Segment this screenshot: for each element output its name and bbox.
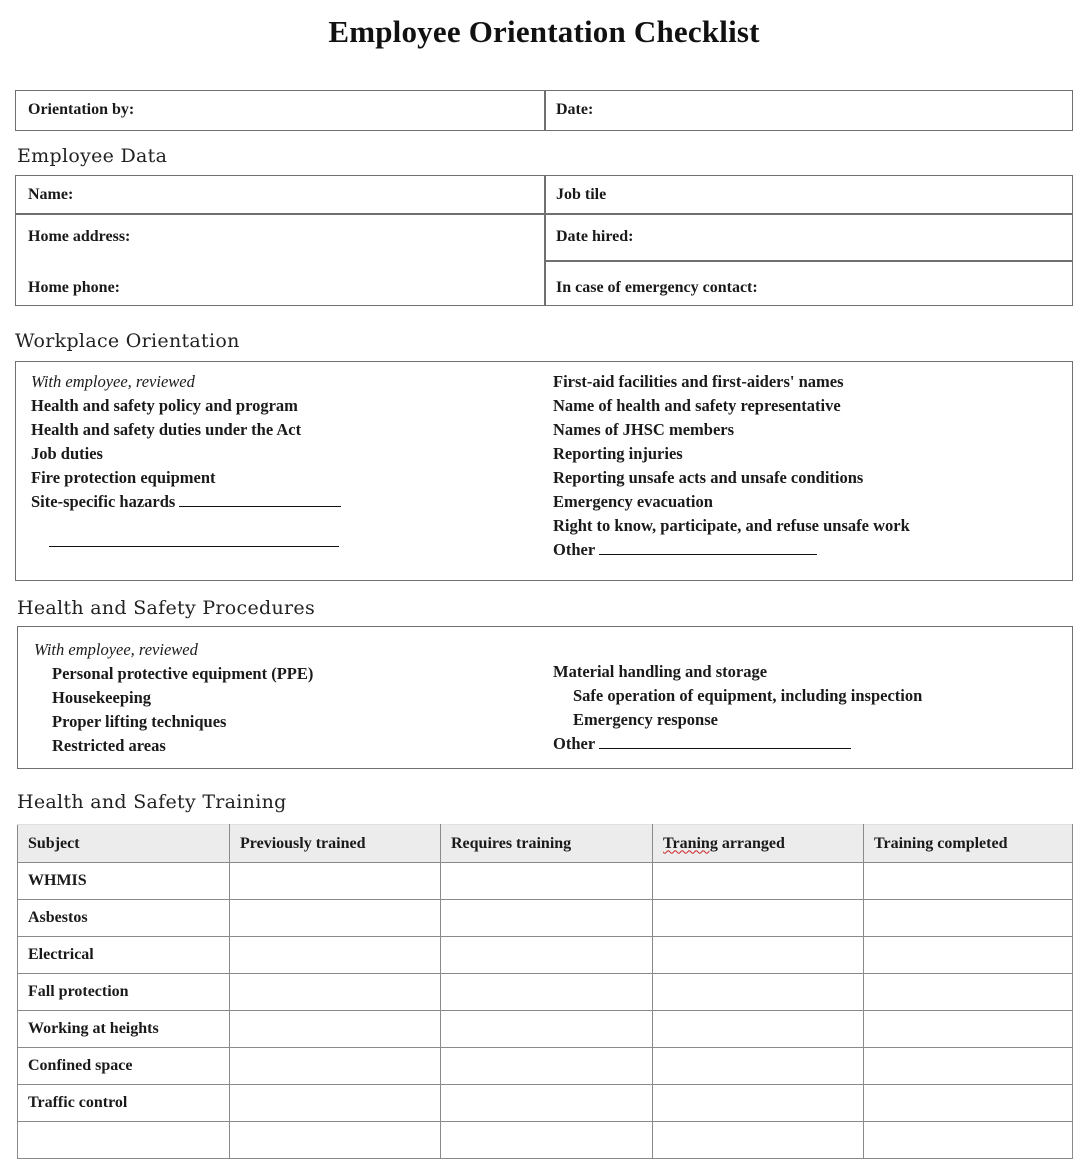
name-label: Name:: [28, 186, 74, 203]
checklist-item[interactable]: Material handling and storage: [553, 662, 768, 681]
training-completed-cell[interactable]: [864, 937, 1073, 974]
table-row: [18, 974, 1073, 1011]
home-address-label: Home address:: [28, 228, 131, 245]
checklist-item[interactable]: First-aid facilities and first-aiders' names: [553, 372, 844, 391]
previously-trained-cell[interactable]: [230, 1011, 441, 1048]
home-phone-field[interactable]: [28, 279, 120, 297]
table-row: [18, 900, 1073, 937]
workplace-orientation-left-list: [31, 370, 341, 514]
column-header-requires-training: Requires training: [441, 825, 653, 863]
job-title-label: Job tile: [556, 186, 607, 203]
requires-training-cell[interactable]: [441, 1011, 653, 1048]
column-header-training-completed: Training completed: [864, 825, 1073, 863]
table-row: [18, 1048, 1073, 1085]
table-header-row: [18, 825, 1073, 863]
misspelled-word: Traning: [663, 834, 718, 852]
procedures-right-list: [553, 660, 922, 756]
previously-trained-cell[interactable]: [230, 937, 441, 974]
training-completed-cell[interactable]: [864, 900, 1073, 937]
checklist-item[interactable]: Health and safety duties under the Act: [31, 420, 302, 439]
date-label: Date:: [556, 101, 594, 118]
requires-training-cell[interactable]: [441, 937, 653, 974]
training-arranged-cell[interactable]: [653, 1085, 864, 1122]
document-title: Employee Orientation Checklist: [328, 14, 760, 49]
workplace-orientation-heading: Workplace Orientation: [15, 330, 240, 352]
name-field[interactable]: [28, 186, 73, 204]
training-arranged-cell[interactable]: [653, 1122, 864, 1159]
checklist-item[interactable]: Names of JHSC members: [553, 420, 735, 439]
subject-cell: Fall protection: [18, 974, 230, 1011]
column-header-subject: Subject: [18, 825, 230, 863]
additional-hazards-blank[interactable]: [49, 546, 339, 547]
subject-cell[interactable]: [18, 1122, 230, 1159]
procedures-heading: Health and Safety Procedures: [17, 597, 315, 619]
training-arranged-cell[interactable]: [653, 863, 864, 900]
requires-training-cell[interactable]: [441, 900, 653, 937]
date-hired-field[interactable]: [556, 228, 633, 246]
orientation-by-field[interactable]: [28, 101, 528, 119]
checklist-item[interactable]: Name of health and safety representative: [553, 396, 841, 415]
checklist-item-label: Other: [553, 734, 596, 753]
training-completed-cell[interactable]: [864, 1048, 1073, 1085]
training-arranged-cell[interactable]: [653, 937, 864, 974]
training-completed-cell[interactable]: [864, 863, 1073, 900]
reviewed-intro: With employee, reviewed: [31, 372, 195, 391]
previously-trained-cell[interactable]: [230, 1048, 441, 1085]
orientation-header-box: [15, 90, 1073, 131]
table-row: [18, 863, 1073, 900]
training-arranged-cell[interactable]: [653, 1011, 864, 1048]
requires-training-cell[interactable]: [441, 1048, 653, 1085]
checklist-item[interactable]: Personal protective equipment (PPE): [52, 664, 314, 683]
divider: [16, 213, 1072, 215]
training-arranged-cell[interactable]: [653, 900, 864, 937]
checklist-item-label: Site-specific hazards: [31, 492, 176, 511]
subject-cell: Electrical: [18, 937, 230, 974]
previously-trained-cell[interactable]: [230, 1085, 441, 1122]
reviewed-intro: With employee, reviewed: [34, 640, 198, 659]
checklist-item[interactable]: Proper lifting techniques: [52, 712, 227, 731]
checklist-item[interactable]: Reporting unsafe acts and unsafe conditions: [553, 468, 864, 487]
job-title-field[interactable]: [556, 186, 606, 204]
divider: [544, 260, 1072, 262]
training-completed-cell[interactable]: [864, 1122, 1073, 1159]
subject-cell: Asbestos: [18, 900, 230, 937]
training-table: [17, 824, 1073, 1159]
subject-cell: Working at heights: [18, 1011, 230, 1048]
divider: [544, 91, 546, 130]
previously-trained-cell[interactable]: [230, 1122, 441, 1159]
column-header-training-arranged: Traning arranged: [653, 825, 864, 863]
requires-training-cell[interactable]: [441, 1085, 653, 1122]
previously-trained-cell[interactable]: [230, 974, 441, 1011]
subject-cell: Confined space: [18, 1048, 230, 1085]
checklist-item-site-hazards[interactable]: [31, 490, 341, 514]
checklist-item[interactable]: Job duties: [31, 444, 103, 463]
home-phone-label: Home phone:: [28, 279, 120, 296]
checklist-item-label: Other: [553, 540, 596, 559]
table-row: [18, 1122, 1073, 1159]
employee-data-box: [15, 175, 1073, 306]
checklist-item[interactable]: Housekeeping: [52, 688, 152, 707]
workplace-orientation-right-list: [553, 370, 910, 562]
checklist-item[interactable]: Emergency evacuation: [553, 492, 713, 511]
previously-trained-cell[interactable]: [230, 863, 441, 900]
divider: [544, 176, 546, 305]
training-arranged-cell[interactable]: [653, 1048, 864, 1085]
subject-cell: Traffic control: [18, 1085, 230, 1122]
table-row: [18, 1011, 1073, 1048]
requires-training-cell[interactable]: [441, 1122, 653, 1159]
checklist-item-other[interactable]: [553, 732, 922, 756]
emergency-contact-field[interactable]: [556, 279, 758, 297]
checklist-item[interactable]: Health and safety policy and program: [31, 396, 298, 415]
previously-trained-cell[interactable]: [230, 900, 441, 937]
table-row: [18, 1085, 1073, 1122]
date-hired-label: Date hired:: [556, 228, 634, 245]
checklist-item-other[interactable]: [553, 538, 910, 562]
site-hazards-blank[interactable]: [179, 492, 341, 507]
date-field[interactable]: [556, 101, 1056, 119]
requires-training-cell[interactable]: [441, 863, 653, 900]
checklist-item[interactable]: Reporting injuries: [553, 444, 683, 463]
training-completed-cell[interactable]: [864, 1085, 1073, 1122]
training-arranged-cell[interactable]: [653, 974, 864, 1011]
checklist-item[interactable]: Right to know, participate, and refuse unsafe work: [553, 516, 910, 535]
checklist-item[interactable]: Restricted areas: [52, 736, 166, 755]
checklist-item[interactable]: Safe operation of equipment, including inspection: [573, 686, 923, 705]
other-blank[interactable]: [599, 734, 851, 749]
other-blank[interactable]: [599, 540, 817, 555]
table-row: [18, 937, 1073, 974]
checklist-item[interactable]: Emergency response: [573, 710, 718, 729]
emergency-contact-label: In case of emergency contact:: [556, 279, 758, 296]
employee-data-heading: Employee Data: [17, 145, 168, 167]
training-completed-cell[interactable]: [864, 974, 1073, 1011]
requires-training-cell[interactable]: [441, 974, 653, 1011]
home-address-field[interactable]: [28, 228, 130, 246]
training-completed-cell[interactable]: [864, 1011, 1073, 1048]
training-heading: Health and Safety Training: [17, 791, 287, 813]
column-header-previously-trained: Previously trained: [230, 825, 441, 863]
procedures-left-list: [34, 638, 313, 758]
orientation-by-label: Orientation by:: [28, 101, 135, 118]
checklist-item[interactable]: Fire protection equipment: [31, 468, 216, 487]
subject-cell: WHMIS: [18, 863, 230, 900]
